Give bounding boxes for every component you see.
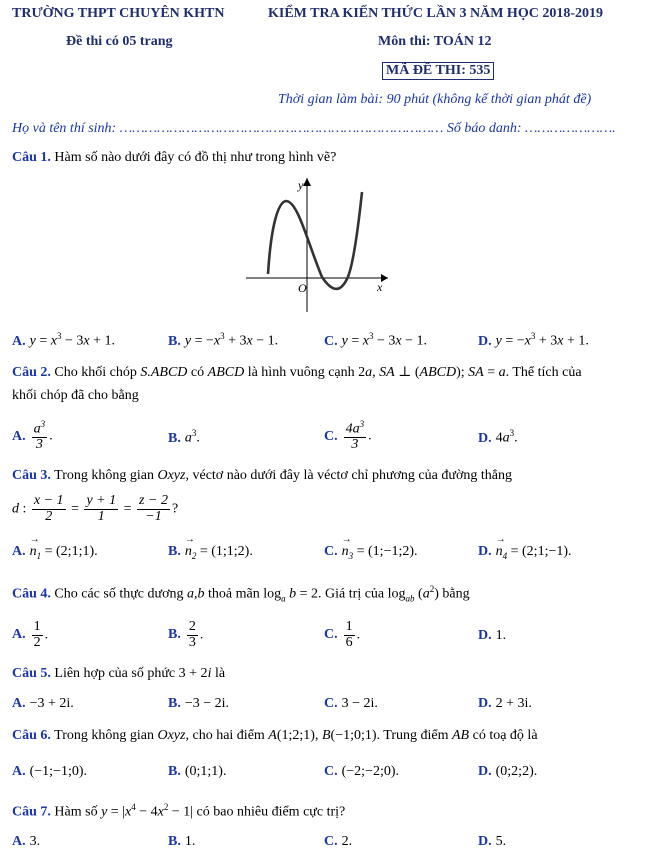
q4-option-b[interactable]: B. $\frac{2}{3}$ . [168,619,204,650]
question-2-line2: khối chóp đã cho bằng [12,388,139,403]
duration-note: Thời gian làm bài: 90 phút (không kể thời gian phát đề) [278,92,592,107]
question-7-label: Câu 7. [12,804,51,820]
x-axis-label: x [377,280,383,294]
q5-option-a[interactable]: A. −3 + 2i. [12,696,74,711]
q5-option-d[interactable]: D. 2 + 3i. [478,696,532,711]
q5-option-c[interactable]: C. 3 − 2i. [324,696,378,711]
q4-option-d[interactable]: D. 1. [478,628,507,643]
origin-label: O [298,281,307,295]
id-dots: …………………. [525,121,616,136]
q6-option-b[interactable]: B. (0;1;1). [168,764,227,779]
q4-option-c[interactable]: C. $\frac{1}{6}$ . [324,619,361,650]
subject: Môn thi: TOÁN 12 [378,34,492,49]
question-4: Câu 4. Cho các số thực dương a,b thoả mãn $\log_a b = 2$. Giá trị của $\log_{ab} (a^2)$ bằng [12,584,470,604]
question-1-text: Hàm số nào dưới đây có đồ thị như trong hình vẽ? [54,150,337,165]
q7-option-b[interactable]: B. 1. [168,834,196,849]
q3-option-c[interactable]: $C.\to n_3$ = (1;−1;2). [324,544,418,561]
candidate-name-line [12,121,616,137]
q2-option-a[interactable]: A. $\frac{a^3}{3}$ . [12,419,53,453]
q2-option-b[interactable]: B. $a^3$. [168,428,200,446]
q6-option-d[interactable]: D. (0;2;2). [478,764,538,779]
question-5-label: Câu 5. [12,666,51,681]
question-7: Câu 7. Hàm số $y = |x^4 - 4x^2 - 1|$ có bao nhiêu điểm cực trị? [12,802,346,820]
exam-code-box: MÃ ĐỀ THI: 535 [382,62,494,80]
q7-option-d[interactable]: D. 5. [478,834,507,849]
y-axis-label: y [298,178,304,192]
q2-option-c[interactable]: C. $\frac{4a^3}{3}$ . [324,419,372,453]
pages-note: Đề thi có 05 trang [66,34,173,49]
y-axis-arrow-icon [303,178,311,186]
q1-option-a[interactable]: A. $y = x^3 - 3x + 1$. [12,331,115,349]
question-6: Câu 6. Trong không gian Oxyz, cho hai điểm A(1;2;1), B(−1;0;1). Trung điểm AB có toạ độ là [12,728,538,743]
question-6-label: Câu 6. [12,728,51,743]
q3-option-a[interactable]: $A.\to n_1$ = (2;1;1). [12,544,98,561]
question-1-label: Câu 1. [12,150,51,165]
q1-option-b[interactable]: B. $y = -x^3 + 3x - 1$. [168,331,279,349]
q3-option-d[interactable]: $D.\to n_4$ = (2;1;−1). [478,544,572,561]
q2-option-d[interactable]: D. $4a^3$. [478,428,518,446]
q6-option-a[interactable]: A. (−1;−1;0). [12,764,88,779]
q4-option-a[interactable]: A. $\frac{1}{2}$ . [12,619,49,650]
q1-option-d[interactable]: D. $y = -x^3 + 3x + 1$. [478,331,589,349]
question-1 [12,150,336,166]
id-label: Số báo danh: [446,121,522,136]
name-label: Họ và tên thí sinh: [12,121,117,136]
question-2-label: Câu 2. [12,365,51,380]
function-graph [240,174,390,319]
q3-option-b[interactable]: $B.\to n_2$ = (1;1;2). [168,544,253,561]
q7-option-a[interactable]: A. 3. [12,834,41,849]
q5-option-b[interactable]: B. −3 − 2i. [168,696,230,711]
question-4-label: Câu 4. [12,586,51,602]
question-3: Câu 3. Trong không gian Oxyz, véctơ nào dưới đây là véctơ chỉ phương của đường thẳng [12,468,512,483]
q1-option-c[interactable]: C. $y = x^3 - 3x - 1$. [324,331,427,349]
q6-option-c[interactable]: C. (−2;−2;0). [324,764,400,779]
line-equation: d : $\frac{x - 1}{2}$ = $\frac{y + 1}{1}$ = $\frac{z - 2}{-1}$ ? [12,493,179,524]
question-3-label: Câu 3. [12,468,51,483]
exam-title: KIỂM TRA KIẾN THỨC LẦN 3 NĂM HỌC 2018-2019 [268,6,603,21]
q7-option-c[interactable]: C. 2. [324,834,353,849]
school-name: TRƯỜNG THPT CHUYÊN KHTN [12,6,225,21]
cubic-curve [268,192,362,289]
question-5: Câu 5. Liên hợp của số phức 3 + 2i là [12,666,226,681]
name-dots: …………………………………………………………………… [119,121,444,136]
question-2: Câu 2. Cho khối chóp S.ABCD có ABCD là hình vuông cạnh 2a, SA ⊥ (ABCD); SA = a. Thể tích của [12,365,582,380]
